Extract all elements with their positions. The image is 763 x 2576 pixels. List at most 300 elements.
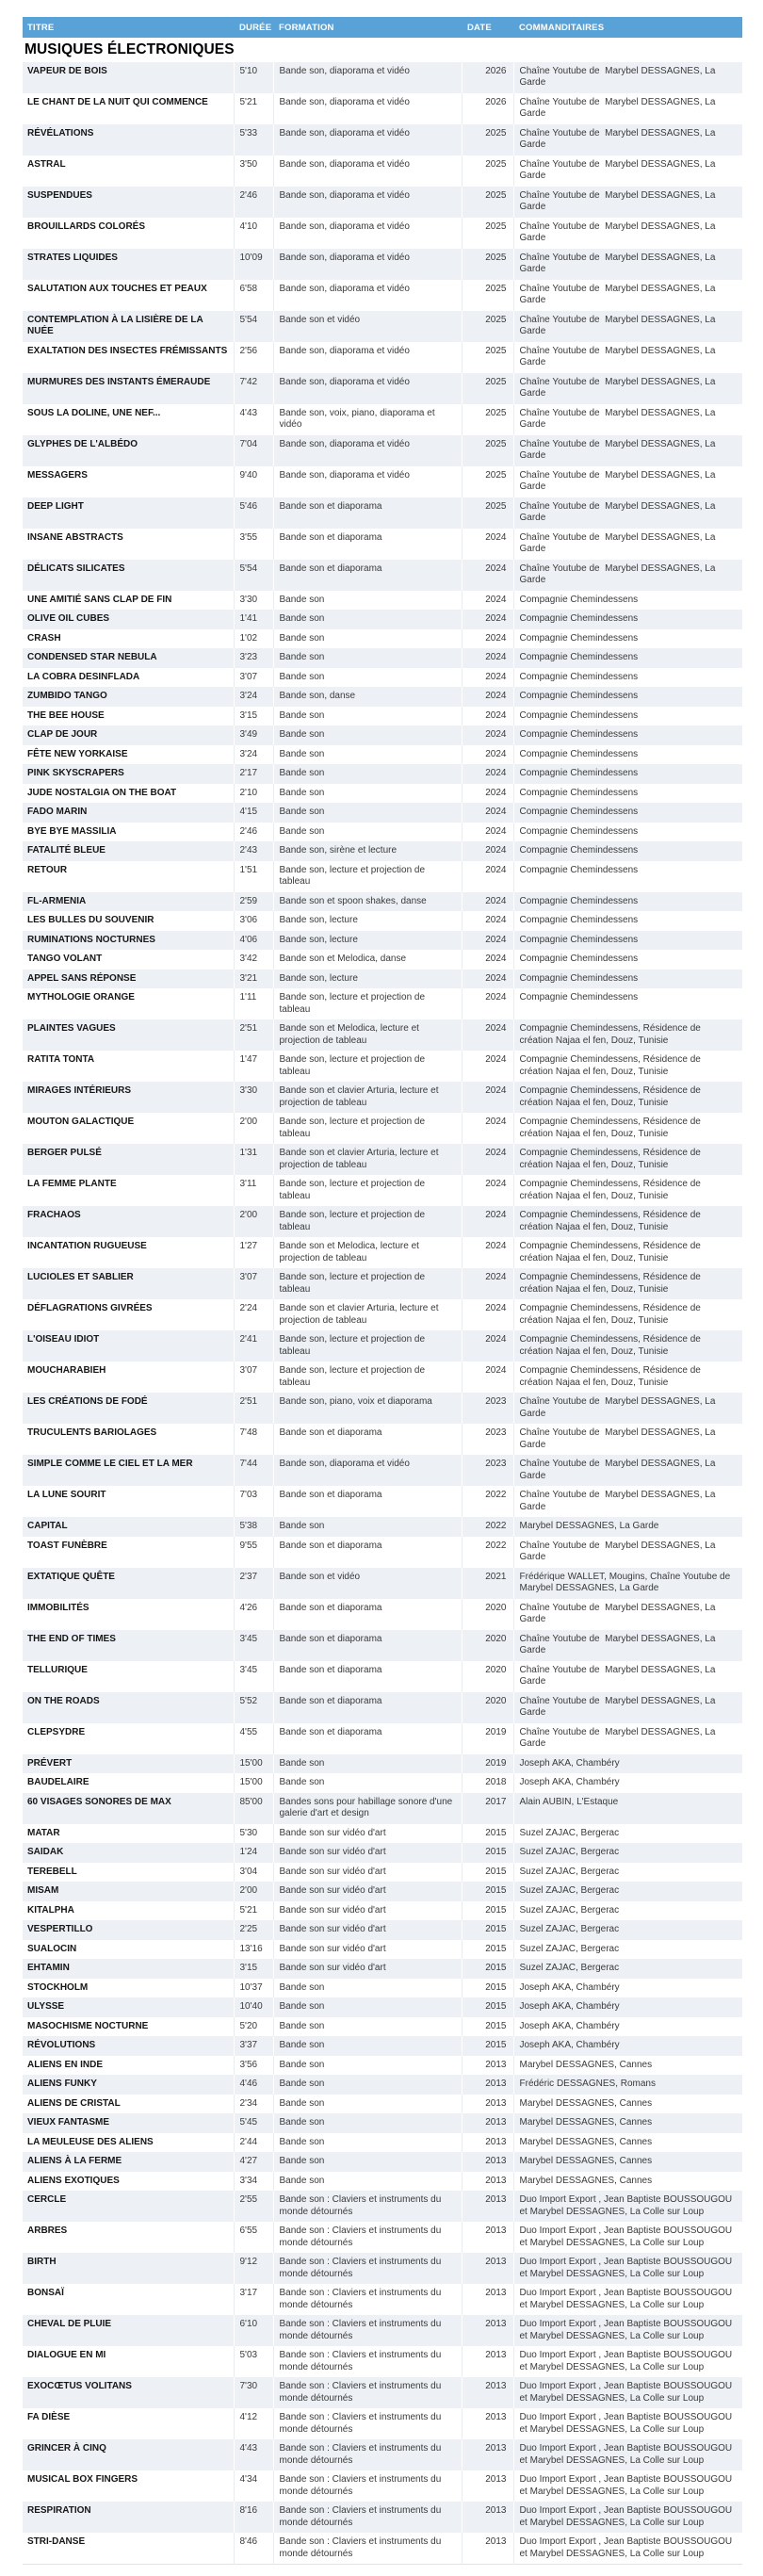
cell-titre: CHEVAL DE PLUIE	[23, 2315, 234, 2346]
cell-formation: Bande son et Melodica, lecture et projection de tableau	[273, 1019, 462, 1051]
table-row	[23, 648, 742, 668]
cell-commanditaires: Compagnie Chemindessens	[513, 803, 742, 823]
table-row	[23, 2346, 742, 2377]
cell-titre: CONDENSED STAR NEBULA	[23, 648, 234, 668]
cell-date: 2024	[462, 861, 513, 892]
cell-date: 2013	[462, 2075, 513, 2095]
section-title: MUSIQUES ÉLECTRONIQUES	[23, 38, 742, 62]
cell-date: 2015	[462, 1882, 513, 1901]
table-row	[23, 1843, 742, 1863]
cell-date: 2024	[462, 784, 513, 804]
cell-formation: Bande son et clavier Arturia, lecture et projection de tableau	[273, 1299, 462, 1330]
cell-titre: DEEP LIGHT	[23, 497, 234, 529]
cell-duree: 6'58	[234, 280, 273, 311]
table-row	[23, 629, 742, 649]
cell-date: 2024	[462, 803, 513, 823]
cell-formation: Bande son	[273, 668, 462, 688]
cell-duree: 5'10	[234, 62, 273, 93]
cell-date: 2025	[462, 218, 513, 249]
cell-titre: ON THE ROADS	[23, 1692, 234, 1723]
cell-titre: CERCLE	[23, 2191, 234, 2222]
cell-duree: 3'23	[234, 648, 273, 668]
cell-duree: 2'24	[234, 1299, 273, 1330]
cell-duree: 1'41	[234, 610, 273, 629]
cell-commanditaires: Duo Import Export , Jean Baptiste BOUSSOUGOU et Marybel DESSAGNES, La Colle sur Loup	[513, 2315, 742, 2346]
cell-titre: FADO MARIN	[23, 803, 234, 823]
cell-duree: 2'51	[234, 1393, 273, 1424]
table-row	[23, 610, 742, 629]
cell-titre: FATALITÉ BLEUE	[23, 841, 234, 861]
cell-titre: STOCKHOLM	[23, 1979, 234, 1998]
cell-duree: 2'00	[234, 1882, 273, 1901]
cell-formation: Bande son, diaporama et vidéo	[273, 280, 462, 311]
cell-duree: 3'11	[234, 1175, 273, 1206]
cell-titre: BIRTH	[23, 2253, 234, 2284]
cell-duree: 7'04	[234, 435, 273, 466]
section-row	[23, 38, 742, 62]
cell-formation: Bande son	[273, 1754, 462, 1774]
cell-commanditaires: Duo Import Export , Jean Baptiste BOUSSOUGOU et Marybel DESSAGNES, La Colle sur Loup	[513, 2470, 742, 2502]
col-header-titre: TITRE	[23, 17, 234, 38]
table-row	[23, 841, 742, 861]
cell-commanditaires: Alain AUBIN, L'Estaque	[513, 1793, 742, 1824]
cell-duree: 3'42	[234, 950, 273, 970]
table-row	[23, 707, 742, 726]
cell-formation: Bande son	[273, 2036, 462, 2056]
cell-titre: FA DIÈSE	[23, 2408, 234, 2439]
cell-date: 2025	[462, 155, 513, 187]
table-row	[23, 1486, 742, 1517]
cell-date: 2024	[462, 1082, 513, 1113]
table-row	[23, 2253, 742, 2284]
cell-date: 2013	[462, 2346, 513, 2377]
cell-date: 2024	[462, 1113, 513, 1144]
cell-titre: ALIENS EXOTIQUES	[23, 2172, 234, 2192]
cell-formation: Bande son : Claviers et instruments du monde détournés	[273, 2284, 462, 2315]
cell-date: 2026	[462, 62, 513, 93]
cell-formation: Bande son et diaporama	[273, 1599, 462, 1630]
cell-commanditaires: Compagnie Chemindessens	[513, 911, 742, 931]
cell-date: 2024	[462, 610, 513, 629]
cell-titre: GRINCER À CINQ	[23, 2439, 234, 2470]
table-row	[23, 2152, 742, 2172]
cell-duree: 2'46	[234, 823, 273, 842]
cell-titre: LA COBRA DESINFLADA	[23, 668, 234, 688]
cell-formation: Bande son, diaporama et vidéo	[273, 435, 462, 466]
cell-formation: Bande son : Claviers et instruments du monde détournés	[273, 2222, 462, 2253]
cell-formation: Bande son	[273, 764, 462, 784]
cell-formation: Bande son	[273, 1517, 462, 1537]
cell-duree: 3'56	[234, 2056, 273, 2076]
cell-formation: Bande son : Claviers et instruments du monde détournés	[273, 2377, 462, 2408]
cell-date: 2020	[462, 1599, 513, 1630]
cell-titre: CLEPSYDRE	[23, 1723, 234, 1754]
cell-date: 2013	[462, 2095, 513, 2114]
cell-duree: 2'34	[234, 2095, 273, 2114]
cell-titre: BROUILLARDS COLORÉS	[23, 218, 234, 249]
cell-commanditaires: Duo Import Export , Jean Baptiste BOUSSOUGOU et Marybel DESSAGNES, La Colle sur Loup	[513, 2222, 742, 2253]
cell-commanditaires: Chaîne Youtube de Marybel DESSAGNES, La Garde	[513, 1630, 742, 1661]
cell-titre: ALIENS À LA FERME	[23, 2152, 234, 2172]
cell-date: 2023	[462, 1424, 513, 1455]
table-row	[23, 249, 742, 280]
header-row	[23, 17, 742, 38]
cell-commanditaires: Compagnie Chemindessens	[513, 970, 742, 989]
cell-duree: 9'12	[234, 2253, 273, 2284]
cell-titre: LES BULLES DU SOUVENIR	[23, 911, 234, 931]
table-row	[23, 124, 742, 155]
table-row	[23, 687, 742, 707]
cell-date: 2015	[462, 2017, 513, 2037]
cell-formation: Bande son, diaporama et vidéo	[273, 466, 462, 497]
cell-date: 2024	[462, 687, 513, 707]
cell-commanditaires: Joseph AKA, Chambéry	[513, 1773, 742, 1793]
cell-commanditaires: Compagnie Chemindessens, Résidence de création Najaa el fen, Douz, Tunisie	[513, 1361, 742, 1393]
cell-formation: Bande son sur vidéo d'art	[273, 1940, 462, 1960]
cell-titre: DÉLICATS SILICATES	[23, 560, 234, 591]
cell-commanditaires: Compagnie Chemindessens	[513, 591, 742, 611]
cell-duree: 8'16	[234, 2502, 273, 2533]
table-row	[23, 2017, 742, 2037]
table-row	[23, 2191, 742, 2222]
cell-formation: Bande son	[273, 2113, 462, 2133]
cell-formation: Bande son : Claviers et instruments du monde détournés	[273, 2253, 462, 2284]
col-header-duree: DURÉE	[234, 17, 273, 38]
cell-date: 2025	[462, 404, 513, 435]
cell-titre: SUALOCIN	[23, 1940, 234, 1960]
cell-duree: 6'55	[234, 2222, 273, 2253]
cell-titre: EHTAMIN	[23, 1959, 234, 1979]
cell-duree: 4'12	[234, 2408, 273, 2439]
cell-titre: MYTHOLOGIE ORANGE	[23, 988, 234, 1019]
cell-formation: Bande son	[273, 726, 462, 745]
cell-commanditaires: Chaîne Youtube de Marybel DESSAGNES, La Garde	[513, 466, 742, 497]
cell-date: 2013	[462, 2113, 513, 2133]
cell-commanditaires: Compagnie Chemindessens	[513, 784, 742, 804]
cell-titre: TOAST FUNÈBRE	[23, 1537, 234, 1568]
cell-formation: Bande son, piano, voix et diaporama	[273, 1393, 462, 1424]
cell-formation: Bande son, diaporama et vidéo	[273, 218, 462, 249]
cell-date: 2024	[462, 764, 513, 784]
cell-commanditaires: Compagnie Chemindessens	[513, 745, 742, 765]
cell-commanditaires: Compagnie Chemindessens, Résidence de création Najaa el fen, Douz, Tunisie	[513, 1299, 742, 1330]
table-row	[23, 726, 742, 745]
cell-titre: PLAINTES VAGUES	[23, 1019, 234, 1051]
table-row	[23, 1599, 742, 1630]
cell-duree: 3'30	[234, 1082, 273, 1113]
table-row	[23, 1863, 742, 1883]
cell-titre: THE BEE HOUSE	[23, 707, 234, 726]
cell-commanditaires: Suzel ZAJAC, Bergerac	[513, 1882, 742, 1901]
table-row	[23, 950, 742, 970]
cell-titre: DIALOGUE EN MI	[23, 2346, 234, 2377]
cell-commanditaires: Chaîne Youtube de Marybel DESSAGNES, La Garde	[513, 187, 742, 218]
cell-commanditaires: Chaîne Youtube de Marybel DESSAGNES, La Garde	[513, 249, 742, 280]
table-row	[23, 1082, 742, 1113]
cell-formation: Bande son	[273, 1979, 462, 1998]
cell-titre: GLYPHES DE L'ALBÉDO	[23, 435, 234, 466]
cell-commanditaires: Compagnie Chemindessens, Résidence de création Najaa el fen, Douz, Tunisie	[513, 1268, 742, 1299]
cell-date: 2025	[462, 280, 513, 311]
cell-date: 2013	[462, 2284, 513, 2315]
cell-date: 2019	[462, 1723, 513, 1754]
cell-formation: Bande son : Claviers et instruments du monde détournés	[273, 2408, 462, 2439]
cell-commanditaires: Chaîne Youtube de Marybel DESSAGNES, La Garde	[513, 155, 742, 187]
table-row	[23, 2408, 742, 2439]
cell-date: 2024	[462, 529, 513, 560]
table-row	[23, 1361, 742, 1393]
cell-commanditaires: Compagnie Chemindessens, Résidence de création Najaa el fen, Douz, Tunisie	[513, 1206, 742, 1237]
cell-duree: 2'10	[234, 784, 273, 804]
cell-duree: 7'03	[234, 1486, 273, 1517]
cell-formation: Bande son	[273, 803, 462, 823]
cell-commanditaires: Duo Import Export , Jean Baptiste BOUSSOUGOU et Marybel DESSAGNES, La Colle sur Loup	[513, 2253, 742, 2284]
cell-duree: 5'33	[234, 124, 273, 155]
table-body	[23, 38, 742, 2565]
cell-commanditaires: Compagnie Chemindessens	[513, 687, 742, 707]
cell-titre: CLAP DE JOUR	[23, 726, 234, 745]
table-row	[23, 803, 742, 823]
table-row	[23, 2133, 742, 2153]
cell-duree: 5'21	[234, 93, 273, 124]
cell-date: 2025	[462, 342, 513, 373]
cell-titre: FRACHAOS	[23, 1206, 234, 1237]
table-row	[23, 2113, 742, 2133]
table-row	[23, 373, 742, 404]
cell-titre: LA MEULEUSE DES ALIENS	[23, 2133, 234, 2153]
cell-titre: MATAR	[23, 1824, 234, 1844]
table-row	[23, 311, 742, 342]
table-row	[23, 2502, 742, 2533]
cell-commanditaires: Chaîne Youtube de Marybel DESSAGNES, La Garde	[513, 529, 742, 560]
table-row	[23, 560, 742, 591]
cell-formation: Bande son et diaporama	[273, 497, 462, 529]
cell-formation: Bande son, danse	[273, 687, 462, 707]
cell-titre: MASOCHISME NOCTURNE	[23, 2017, 234, 2037]
cell-date: 2025	[462, 187, 513, 218]
table-row	[23, 1268, 742, 1299]
cell-commanditaires: Suzel ZAJAC, Bergerac	[513, 1863, 742, 1883]
cell-titre: IMMOBILITÉS	[23, 1599, 234, 1630]
cell-date: 2015	[462, 1997, 513, 2017]
table-row	[23, 861, 742, 892]
cell-commanditaires: Duo Import Export , Jean Baptiste BOUSSOUGOU et Marybel DESSAGNES, La Colle sur Loup	[513, 2408, 742, 2439]
cell-titre: ALIENS FUNKY	[23, 2075, 234, 2095]
cell-formation: Bande son	[273, 2172, 462, 2192]
table-row	[23, 1773, 742, 1793]
cell-duree: 5'38	[234, 1517, 273, 1537]
cell-duree: 5'21	[234, 1901, 273, 1921]
table-row	[23, 2172, 742, 2192]
cell-titre: MIRAGES INTÉRIEURS	[23, 1082, 234, 1113]
cell-duree: 3'34	[234, 2172, 273, 2192]
cell-commanditaires: Chaîne Youtube de Marybel DESSAGNES, La Garde	[513, 1599, 742, 1630]
table-row	[23, 1299, 742, 1330]
cell-titre: TANGO VOLANT	[23, 950, 234, 970]
table-row	[23, 1051, 742, 1082]
cell-formation: Bande son, sirène et lecture	[273, 841, 462, 861]
cell-date: 2023	[462, 1455, 513, 1486]
cell-date: 2024	[462, 1330, 513, 1361]
cell-date: 2024	[462, 648, 513, 668]
table-row	[23, 911, 742, 931]
cell-formation: Bande son et diaporama	[273, 1486, 462, 1517]
cell-titre: MESSAGERS	[23, 466, 234, 497]
cell-duree: 3'07	[234, 1361, 273, 1393]
cell-formation: Bande son : Claviers et instruments du monde détournés	[273, 2533, 462, 2565]
cell-date: 2015	[462, 1959, 513, 1979]
cell-titre: CAPITAL	[23, 1517, 234, 1537]
cell-duree: 3'17	[234, 2284, 273, 2315]
cell-date: 2018	[462, 1773, 513, 1793]
cell-commanditaires: Compagnie Chemindessens	[513, 892, 742, 912]
cell-duree: 4'46	[234, 2075, 273, 2095]
cell-commanditaires: Chaîne Youtube de Marybel DESSAGNES, La Garde	[513, 62, 742, 93]
cell-date: 2013	[462, 2533, 513, 2565]
cell-date: 2024	[462, 707, 513, 726]
cell-commanditaires: Chaîne Youtube de Marybel DESSAGNES, La Garde	[513, 1723, 742, 1754]
cell-commanditaires: Compagnie Chemindessens, Résidence de création Najaa el fen, Douz, Tunisie	[513, 1175, 742, 1206]
cell-commanditaires: Duo Import Export , Jean Baptiste BOUSSOUGOU et Marybel DESSAGNES, La Colle sur Loup	[513, 2439, 742, 2470]
cell-commanditaires: Chaîne Youtube de Marybel DESSAGNES, La Garde	[513, 93, 742, 124]
cell-commanditaires: Compagnie Chemindessens	[513, 707, 742, 726]
cell-date: 2025	[462, 497, 513, 529]
cell-titre: ASTRAL	[23, 155, 234, 187]
table-row	[23, 2222, 742, 2253]
cell-date: 2013	[462, 2152, 513, 2172]
cell-duree: 1'31	[234, 1144, 273, 1175]
cell-duree: 1'11	[234, 988, 273, 1019]
table-row	[23, 1517, 742, 1537]
cell-date: 2013	[462, 2056, 513, 2076]
cell-titre: TEREBELL	[23, 1863, 234, 1883]
cell-titre: BONSAÏ	[23, 2284, 234, 2315]
table-row	[23, 823, 742, 842]
cell-commanditaires: Compagnie Chemindessens, Résidence de création Najaa el fen, Douz, Tunisie	[513, 1144, 742, 1175]
cell-formation: Bande son et diaporama	[273, 1537, 462, 1568]
cell-duree: 4'10	[234, 218, 273, 249]
table-row	[23, 466, 742, 497]
cell-commanditaires: Compagnie Chemindessens, Résidence de création Najaa el fen, Douz, Tunisie	[513, 1330, 742, 1361]
cell-titre: LUCIOLES ET SABLIER	[23, 1268, 234, 1299]
cell-date: 2015	[462, 1863, 513, 1883]
cell-commanditaires: Joseph AKA, Chambéry	[513, 2017, 742, 2037]
cell-commanditaires: Compagnie Chemindessens	[513, 726, 742, 745]
cell-commanditaires: Joseph AKA, Chambéry	[513, 2036, 742, 2056]
table-row	[23, 1455, 742, 1486]
cell-formation: Bande son	[273, 823, 462, 842]
cell-formation: Bande son	[273, 2017, 462, 2037]
cell-duree: 10'37	[234, 1979, 273, 1998]
cell-commanditaires: Suzel ZAJAC, Bergerac	[513, 1940, 742, 1960]
cell-date: 2024	[462, 970, 513, 989]
cell-duree: 3'45	[234, 1661, 273, 1692]
cell-commanditaires: Suzel ZAJAC, Bergerac	[513, 1920, 742, 1940]
cell-duree: 3'49	[234, 726, 273, 745]
table-row	[23, 2533, 742, 2565]
cell-titre: BAUDELAIRE	[23, 1773, 234, 1793]
cell-date: 2020	[462, 1692, 513, 1723]
cell-titre: STRI-DANSE	[23, 2533, 234, 2565]
cell-formation: Bande son	[273, 629, 462, 649]
cell-commanditaires: Suzel ZAJAC, Bergerac	[513, 1959, 742, 1979]
cell-commanditaires: Marybel DESSAGNES, Cannes	[513, 2113, 742, 2133]
cell-titre: EXOCŒTUS VOLITANS	[23, 2377, 234, 2408]
cell-formation: Bande son	[273, 784, 462, 804]
cell-duree: 3'45	[234, 1630, 273, 1661]
cell-formation: Bande son, lecture et projection de tableau	[273, 1361, 462, 1393]
cell-duree: 8'46	[234, 2533, 273, 2565]
cell-titre: RÉVOLUTIONS	[23, 2036, 234, 2056]
cell-date: 2020	[462, 1630, 513, 1661]
cell-titre: RESPIRATION	[23, 2502, 234, 2533]
cell-commanditaires: Chaîne Youtube de Marybel DESSAGNES, La Garde	[513, 280, 742, 311]
cell-commanditaires: Chaîne Youtube de Marybel DESSAGNES, La Garde	[513, 1537, 742, 1568]
cell-date: 2024	[462, 1237, 513, 1268]
table-row	[23, 1630, 742, 1661]
cell-titre: SUSPENDUES	[23, 187, 234, 218]
cell-date: 2024	[462, 1019, 513, 1051]
cell-duree: 7'42	[234, 373, 273, 404]
cell-duree: 2'37	[234, 1568, 273, 1599]
table-row	[23, 892, 742, 912]
cell-commanditaires: Marybel DESSAGNES, Cannes	[513, 2172, 742, 2192]
cell-duree: 3'15	[234, 707, 273, 726]
cell-formation: Bande son : Claviers et instruments du monde détournés	[273, 2346, 462, 2377]
cell-date: 2013	[462, 2191, 513, 2222]
cell-duree: 4'43	[234, 2439, 273, 2470]
cell-titre: THE END OF TIMES	[23, 1630, 234, 1661]
cell-formation: Bande son, diaporama et vidéo	[273, 62, 462, 93]
cell-formation: Bande son sur vidéo d'art	[273, 1920, 462, 1940]
cell-commanditaires: Suzel ZAJAC, Bergerac	[513, 1901, 742, 1921]
cell-duree: 2'00	[234, 1206, 273, 1237]
cell-date: 2024	[462, 841, 513, 861]
cell-date: 2024	[462, 560, 513, 591]
table-row	[23, 1019, 742, 1051]
cell-titre: TRUCULENTS BARIOLAGES	[23, 1424, 234, 1455]
cell-commanditaires: Compagnie Chemindessens	[513, 841, 742, 861]
cell-formation: Bande son, lecture et projection de tableau	[273, 1330, 462, 1361]
cell-formation: Bande son : Claviers et instruments du monde détournés	[273, 2502, 462, 2533]
cell-date: 2021	[462, 1568, 513, 1599]
cell-commanditaires: Frédérique WALLET, Mougins, Chaîne Youtube de Marybel DESSAGNES, La Garde	[513, 1568, 742, 1599]
cell-commanditaires: Compagnie Chemindessens	[513, 931, 742, 951]
table-row	[23, 931, 742, 951]
cell-date: 2013	[462, 2408, 513, 2439]
cell-titre: SOUS LA DOLINE, UNE NEF...	[23, 404, 234, 435]
cell-duree: 5'54	[234, 560, 273, 591]
cell-formation: Bande son, lecture	[273, 931, 462, 951]
cell-date: 2024	[462, 1051, 513, 1082]
cell-duree: 7'44	[234, 1455, 273, 1486]
cell-commanditaires: Compagnie Chemindessens, Résidence de création Najaa el fen, Douz, Tunisie	[513, 1237, 742, 1268]
cell-duree: 5'46	[234, 497, 273, 529]
table-row	[23, 2036, 742, 2056]
table-row	[23, 1979, 742, 1998]
cell-date: 2019	[462, 1754, 513, 1774]
cell-titre: CRASH	[23, 629, 234, 649]
table-row	[23, 1537, 742, 1568]
cell-date: 2013	[462, 2133, 513, 2153]
table-row	[23, 62, 742, 93]
table-row	[23, 404, 742, 435]
cell-titre: VIEUX FANTASME	[23, 2113, 234, 2133]
cell-formation: Bande son, diaporama et vidéo	[273, 155, 462, 187]
cell-commanditaires: Compagnie Chemindessens, Résidence de création Najaa el fen, Douz, Tunisie	[513, 1113, 742, 1144]
cell-duree: 4'43	[234, 404, 273, 435]
cell-titre: MUSICAL BOX FINGERS	[23, 2470, 234, 2502]
